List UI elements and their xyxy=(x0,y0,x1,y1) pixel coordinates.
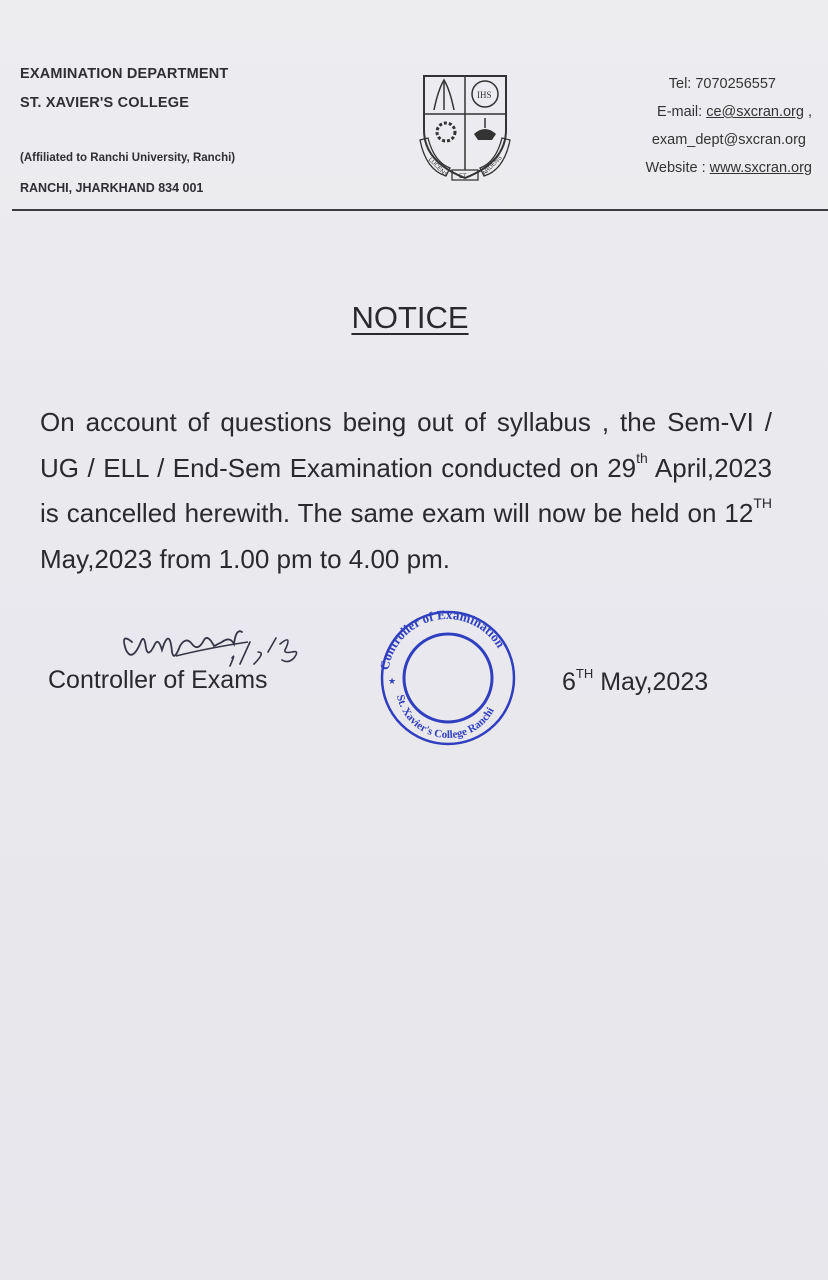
logo-text-ihs: IHS xyxy=(477,90,492,100)
email-separator: , xyxy=(803,104,812,120)
date-day: 6 xyxy=(562,668,576,696)
official-round-stamp xyxy=(368,600,528,750)
notice-text-part-2: April,2023 is cancelled herewith. The same exam will now be held on 12 xyxy=(40,452,773,528)
website-line xyxy=(512,158,812,186)
header-divider xyxy=(12,209,828,211)
notice-sup-TH: TH xyxy=(753,495,772,511)
logo-text-ardens: ARDENS xyxy=(481,155,504,178)
telephone: Tel: 7070256557 xyxy=(668,76,776,92)
notice-title-text: NOTICE xyxy=(351,300,469,335)
email-label: E-mail: xyxy=(657,104,707,120)
notice-title xyxy=(0,300,820,336)
notice-sup-th: th xyxy=(636,449,648,466)
notice-text-part-3: May,2023 from 1.00 pm to 4.00 pm. xyxy=(40,543,450,574)
website-link[interactable]: www.sxcran.org xyxy=(709,160,812,176)
affiliation: (Affiliated to Ranchi University, Ranchi) xyxy=(20,152,236,164)
stamp-star: ★ xyxy=(388,676,397,686)
notice-date xyxy=(562,668,708,697)
logo-text-et: ET xyxy=(459,174,467,180)
date-rest: May,2023 xyxy=(593,668,709,696)
department-name: EXAMINATION DEPARTMENT xyxy=(20,66,229,82)
website-label: Website : xyxy=(645,160,710,176)
email-link-exam-dept[interactable]: exam_dept@sxcran.org xyxy=(651,132,806,148)
logo-text-lucens: LUCENS xyxy=(426,157,449,179)
signatory-title: Controller of Exams xyxy=(48,666,268,694)
notice-body xyxy=(40,400,772,582)
stamp-text-top: Controller of Examination xyxy=(376,606,509,672)
notice-text-part-1: On account of questions being out of syllabus , the Sem-VI / UG / ELL / End-Sem Examination conducted on 29 xyxy=(40,407,772,483)
stamp-text-bottom: St. Xavier's College Ranchi xyxy=(393,693,497,742)
letterhead-right xyxy=(512,74,812,186)
date-sup: TH xyxy=(575,666,594,681)
college-crest-logo xyxy=(416,70,514,182)
college-address: RANCHI, JHARKHAND 834 001 xyxy=(20,181,204,195)
email-link-ce[interactable]: ce@sxcran.org xyxy=(706,104,804,120)
college-name: ST. XAVIER'S COLLEGE xyxy=(20,95,190,111)
email-line xyxy=(512,102,812,130)
